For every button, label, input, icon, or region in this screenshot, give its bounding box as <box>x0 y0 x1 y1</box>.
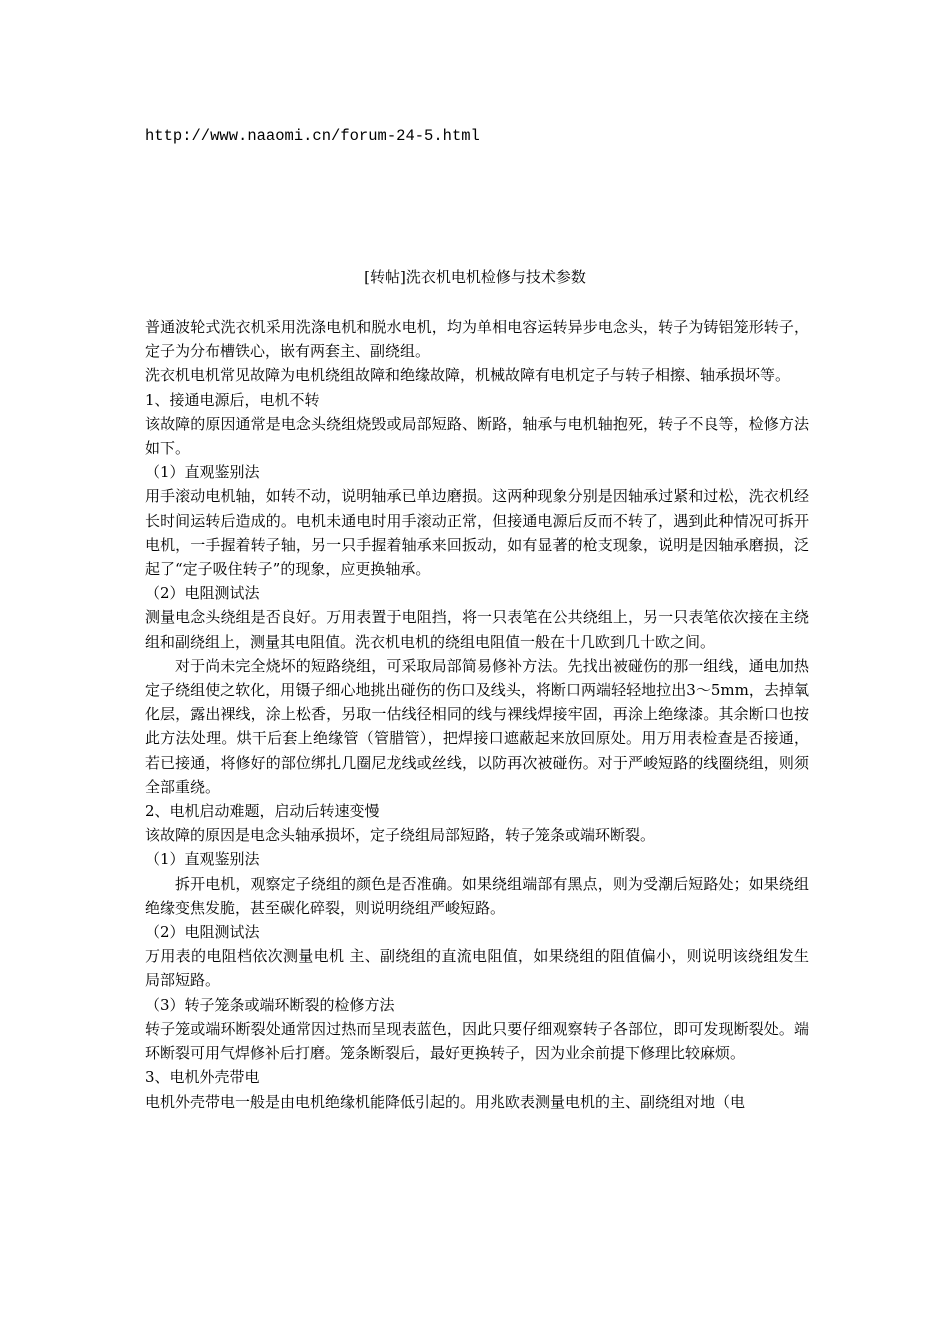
body-paragraph: 洗衣机电机常见故障为电机绕组故障和绝缘故障，机械故障有电机定子与转子相擦、轴承损坏等。 <box>145 366 791 385</box>
body-paragraph: （3）转子笼条或端环断裂的检修方法 <box>145 995 395 1014</box>
body-paragraph: 该故障的原因是电念头轴承损坏，定子绕组局部短路，转子笼条或端环断裂。 <box>145 826 656 845</box>
body-paragraph: 测量电念头绕组是否良好。万用表置于电阻挡，将一只表笔在公共绕组上，另一只表笔依次接在主绕组和副绕组上，测量其电阻值。洗衣机电机的绕组电阻值一般在十几欧到几十欧之间。 <box>145 608 809 651</box>
body-paragraph: 3、电机外壳带电 <box>145 1068 260 1087</box>
body-paragraph: （1）直观鉴别法 <box>145 850 260 869</box>
body-paragraph: （2）电阻测试法 <box>145 584 260 603</box>
body-paragraph: 电机外壳带电一般是由电机绝缘机能降低引起的。用兆欧表测量电机的主、副绕组对地（电 <box>145 1092 746 1111</box>
body-paragraph: 对于尚未完全烧坏的短路绕组，可采取局部简易修补方法。先找出被碰伤的那一组线，通电加热定子绕组使之软化，用镊子细心地挑出碰伤的伤口及线头，将断口两端轻轻地拉出3～5mm，去掉氧化层，露出裸线，涂上松香，另取一估线径相同的线与裸线焊接牢固，再涂上绝缘漆。其余断口也按此方法处理。烘干后套上绝缘管（管腊管），把焊接口遮蔽起来放回原处。用万用表检查是否接通，若已接通，将修好的部位绑扎几圈尼龙线或丝线，以防再次被碰伤。对于严峻短路的线圈绕组，则须全部重绕。 <box>145 656 809 796</box>
body-paragraph: 1、接通电源后，电机不转 <box>145 390 320 409</box>
body-paragraph: 万用表的电阻档依次测量电机 主、副绕组的直流电阻值，如果绕组的阻值偏小，则说明该绕组发生局部短路。 <box>145 947 809 990</box>
body-paragraph: 用手滚动电机轴，如转不动，说明轴承已单边磨损。这两种现象分别是因轴承过紧和过松，洗衣机经长时间运转后造成的。电机未通电时用手滚动正常，但接通电源后反而不转了，遇到此种情况可拆开电机，一手握着转子轴，另一只手握着轴承来回扳动，如有显著的枪支现象，说明是因轴承磨损，泛起了“定子吸住转子”的现象，应更换轴承。 <box>145 487 809 579</box>
body-paragraph: 2、电机启动难题，启动后转速变慢 <box>145 802 380 821</box>
body-paragraph: 转子笼或端环断裂处通常因过热而呈现表蓝色，因此只要仔细观察转子各部位，即可发现断裂处。端环断裂可用气焊修补后打磨。笼条断裂后，最好更换转子，因为业余前提下修理比较麻烦。 <box>145 1019 809 1063</box>
document-body <box>145 315 809 1114</box>
body-paragraph: 该故障的原因通常是电念头绕组烧毁或局部短路、断路，轴承与电机轴抱死，转子不良等，检修方法如下。 <box>145 414 809 458</box>
body-paragraph: 普通波轮式洗衣机采用洗涤电机和脱水电机，均为单相电容运转异步电念头，转子为铸铝笼形转子，定子为分布槽铁心，嵌有两套主、副绕组。 <box>145 318 809 361</box>
source-url: http://www.naaomi.cn/forum-24-5.html <box>145 127 480 145</box>
body-paragraph: （2）电阻测试法 <box>145 923 260 942</box>
body-paragraph: （1）直观鉴别法 <box>145 463 260 482</box>
document-title: [转帖]洗衣机电机检修与技术参数 <box>364 268 586 286</box>
body-paragraph: 拆开电机，观察定子绕组的颜色是否准确。如果绕组端部有黑点，则为受潮后短路处；如果绕组绝缘变焦发脆，甚至碳化碎裂，则说明绕组严峻短路。 <box>145 874 809 917</box>
